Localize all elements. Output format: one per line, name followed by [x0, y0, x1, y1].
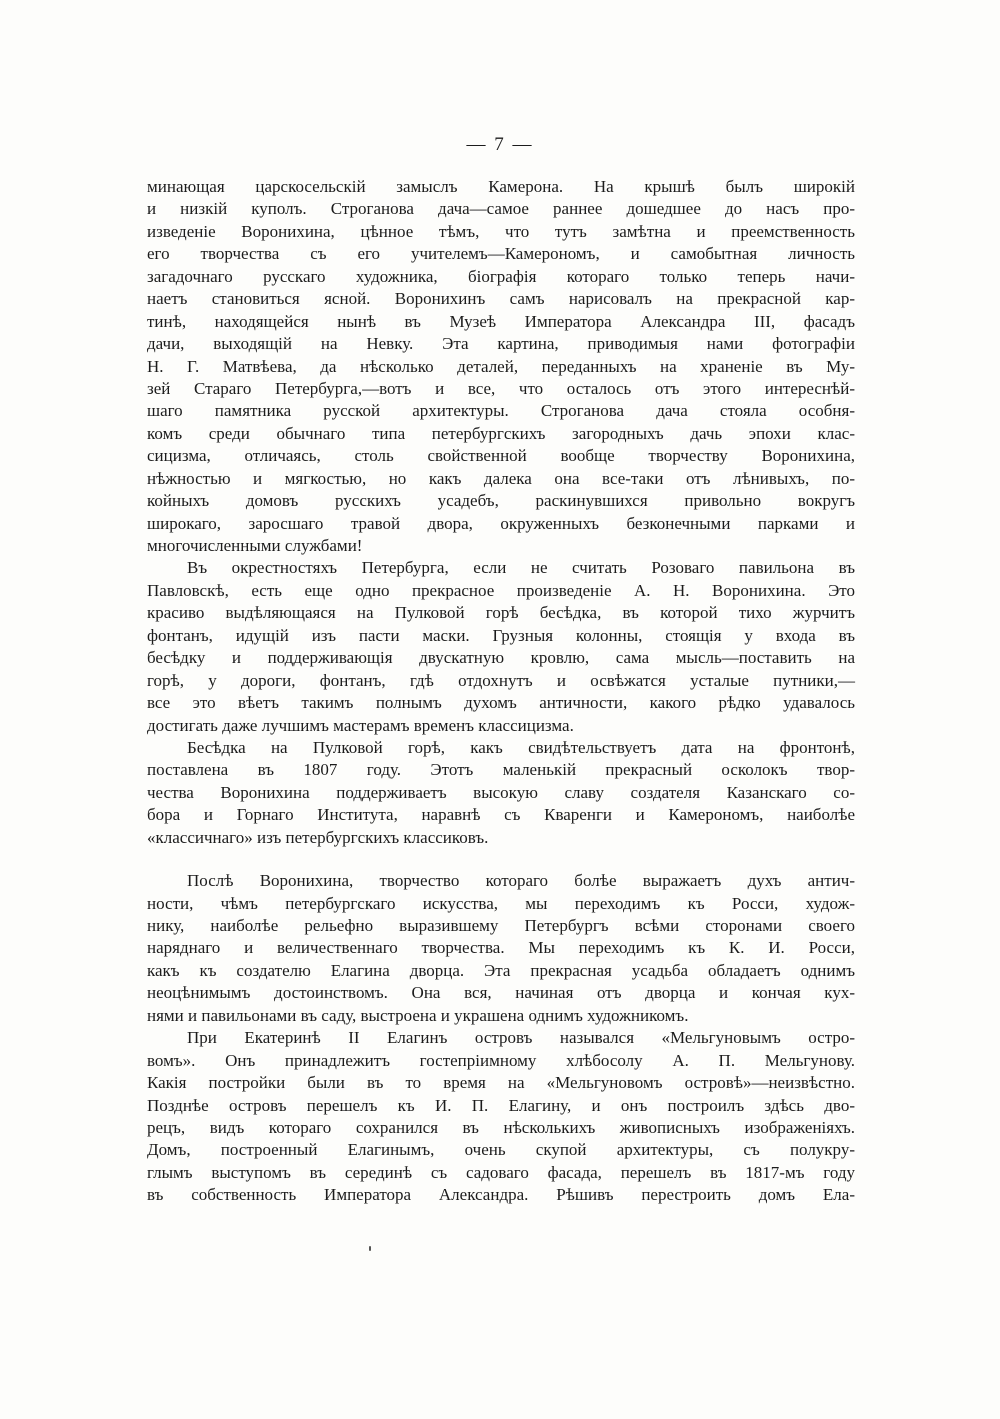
body-text — [147, 176, 855, 1207]
text-line: въ собственность Императора Александра. Рѣшивъ перестроить домъ Ела- — [147, 1185, 855, 1205]
text-line: койныхъ домовъ русскихъ усадебъ, раскинувшихся привольно вокругъ — [147, 491, 855, 511]
scan-speck — [369, 1246, 371, 1251]
text-line: фонтанъ, идущій изъ пасти маски. Грузныя колонны, стоящія у входа въ — [147, 625, 855, 645]
text-line: широкаго, заросшаго травой двора, окруженныхъ безконечными парками и — [147, 513, 855, 533]
text-line: поставлена въ 1807 году. Этотъ маленькій прекрасный осколокъ твор- — [147, 760, 855, 780]
text-line: наряднаго и величественнаго творчества. Мы переходимъ къ К. И. Росси, — [147, 938, 855, 958]
text-line: и низкій куполъ. Строганова дача—самое раннее дошедшее до насъ про- — [147, 199, 855, 219]
text-line: Въ окрестностяхъ Петербурга, если не считать Розоваго павильона въ — [187, 558, 855, 578]
text-line: красиво выдѣляющаяся на Пулковой горѣ бесѣдка, въ которой тихо журчитъ — [147, 603, 855, 623]
text-line: вомъ». Онъ принадлежитъ гостепріимному хлѣбосолу А. П. Мельгунову. — [147, 1050, 855, 1070]
text-line: минающая царскосельскій замыслъ Камерона. На крышѣ былъ широкій — [147, 177, 855, 196]
text-line: многочисленными службами! — [147, 536, 363, 555]
text-line: сицизма, отличаясь, столь свойственной вообще творчеству Воронихина, — [147, 446, 855, 466]
text-line: комъ среди обычнаго типа петербургскихъ загородныхъ дачь эпохи клас- — [147, 423, 855, 443]
section-gap — [147, 849, 855, 870]
text-line: Бесѣдка на Пулковой горѣ, какъ свидѣтельствуетъ дата на фронтонѣ, — [187, 737, 855, 757]
text-line: дачи, выходящій на Невку. Эта картина, приводимыя нами фотографіи — [147, 334, 855, 354]
text-line: нику, наиболѣе рельефно выразившему Петербургъ всѣми сторонами своего — [147, 916, 855, 935]
text-line: Послѣ Воронихина, творчество котораго болѣе выражаетъ духъ антич- — [187, 871, 855, 891]
text-line: Н. Г. Матвѣева, да нѣсколько деталей, переданныхъ на храненіе въ Му- — [147, 356, 855, 376]
text-line: изведеніе Воронихина, цѣнное тѣмъ, что тутъ замѣтна и преемственность — [147, 221, 855, 241]
text-line: Какія постройки были въ то время на «Мельгуновомъ островѣ»—неизвѣстно. — [147, 1073, 855, 1093]
text-line: все это вѣетъ такимъ полнымъ духомъ античности, какого рѣдко удавалось — [147, 693, 855, 713]
text-line: его творчества съ его учителемъ—Камерономъ, и самобытная личность — [147, 244, 855, 264]
text-line: какъ къ создателю Елагина дворца. Эта прекрасная усадьба обладаетъ однимъ — [147, 960, 855, 980]
paragraph — [147, 737, 855, 849]
page-number: — 7 — — [466, 134, 534, 155]
paragraph — [147, 557, 855, 737]
text-line: нями и павильонами въ саду, выстроена и украшена однимъ художникомъ. — [147, 1005, 689, 1025]
text-line: глымъ выступомъ въ серединѣ съ садоваго фасада, перешелъ въ 1817-мъ году — [147, 1162, 855, 1182]
text-line: рецъ, видъ котораго сохранился въ нѣсколькихъ живописныхъ изображеніяхъ. — [147, 1117, 855, 1137]
text-line: «классичнаго» изъ петербургскихъ классиковъ. — [147, 827, 489, 847]
paragraph — [147, 1027, 855, 1207]
text-line: Позднѣе островъ перешелъ къ И. П. Елагину, и онъ построилъ здѣсь дво- — [147, 1095, 855, 1115]
text-line: загадочнаго русскаго художника, біографія котораго только теперь начи- — [147, 266, 855, 286]
text-line: неоцѣнимымъ достоинствомъ. Она вся, начиная отъ дворца и кончая кух- — [147, 983, 855, 1003]
paragraph — [147, 870, 855, 1027]
text-line: горѣ, у дороги, фонтанъ, гдѣ отдохнутъ и освѣжатся усталые путники,— — [147, 670, 855, 690]
text-line: ности, чѣмъ петербургскаго искусства, мы переходимъ къ Росси, худож- — [147, 893, 855, 913]
text-line: бора и Горнаго Института, наравнѣ съ Кваренги и Камерономъ, наиболѣе — [147, 805, 855, 825]
paragraph — [147, 176, 855, 557]
text-line: Павловскѣ, есть еще одно прекрасное произведеніе А. Н. Воронихина. Это — [147, 580, 855, 600]
text-line: шаго памятника русской архитектуры. Строганова дача стояла особня- — [147, 401, 855, 421]
text-line: Домъ, построенный Елагинымъ, очень скупой архитектуры, съ полукру- — [147, 1140, 855, 1160]
text-line: бесѣдку и поддерживающія двускатную кровлю, сама мысль—поставить на — [147, 648, 855, 668]
text-line: зей Стараго Петербурга,—вотъ и все, что осталось отъ этого интереснѣй- — [147, 378, 855, 398]
text-line: При Екатеринѣ II Елагинъ островъ назывался «Мельгуновымъ остро- — [187, 1028, 855, 1048]
text-line: достигать даже лучшимъ мастерамъ временъ классицизма. — [147, 715, 574, 735]
text-line: тинѣ, находящейся нынѣ въ Музеѣ Императора Александра III, фасадъ — [147, 311, 855, 331]
text-line: чества Воронихина поддерживаетъ высокую славу создателя Казанскаго со- — [147, 782, 855, 802]
text-line: наетъ становиться ясной. Воронихинъ самъ нарисовалъ на прекрасной кар- — [147, 289, 855, 309]
text-line: нѣжностью и мягкостью, но какъ далека она все-таки отъ лѣнивыхъ, по- — [147, 468, 855, 488]
